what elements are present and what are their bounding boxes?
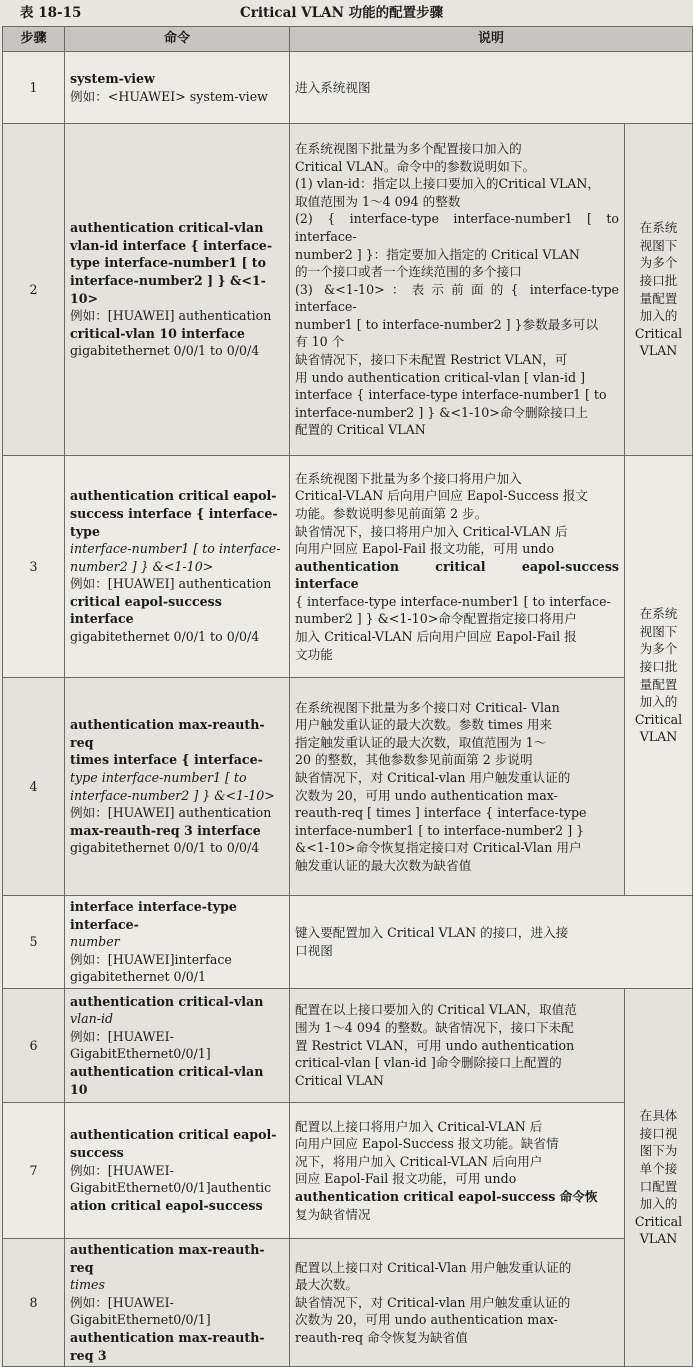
- step-number: 1: [3, 52, 65, 124]
- description-line: (3) &<1-10>：表示前面的{ interface-type interface-: [295, 281, 619, 315]
- command-line: authentication critical eapol-: [70, 488, 277, 504]
- note-line: 在系统: [639, 220, 678, 236]
- description-line: 向用户回应 Eapol-Fail 报文功能，可用 undo: [295, 541, 555, 557]
- command-cell: [65, 52, 290, 124]
- note-line: 视图下: [639, 623, 678, 639]
- description-line: authentication critical eapol-success interface: [295, 558, 619, 592]
- example-line: gigabitethernet 0/0/1 to 0/0/4: [70, 343, 260, 359]
- command-cell: [65, 988, 290, 1102]
- command-line: times: [70, 1277, 105, 1293]
- note-line: 单个接: [639, 1160, 678, 1176]
- command-line: system-view: [70, 70, 155, 86]
- note-line: VLAN: [639, 1231, 678, 1247]
- description-cell: [290, 1102, 625, 1238]
- command-line: success: [70, 1145, 124, 1161]
- command-line: success interface { interface-type: [70, 505, 278, 539]
- description-line: 的一个接口或者一个连续范围的多个接口: [295, 264, 522, 280]
- command-cell: [65, 1102, 290, 1238]
- note-line: VLAN: [639, 343, 678, 359]
- table-row: [3, 1238, 693, 1366]
- note-line: 量配置: [639, 676, 678, 692]
- header-step: 步骤: [3, 27, 65, 52]
- description-line: 用户触发重认证的最大次数。参数 times 用来: [295, 717, 553, 733]
- table-row: [3, 456, 693, 678]
- command-line: interface-number2 ] } &<1-10>: [70, 787, 275, 803]
- example-line: GigabitEthernet0/0/1]: [70, 1046, 211, 1062]
- example-line: gigabitethernet 0/0/1: [70, 969, 207, 985]
- description-line: 加入 Critical-VLAN 后向用户回应 Eapol-Fail 报: [295, 629, 577, 645]
- command-line: authentication critical-vlan: [70, 993, 264, 1009]
- command-line: authentication critical-vlan: [70, 220, 264, 236]
- description-line: (2) { interface-type interface-number1 [ to interface-: [295, 211, 619, 244]
- description-line: 口视图: [295, 942, 333, 958]
- description-line: interface-number1 [ to interface-number2 ] }: [295, 822, 585, 838]
- description-cell: [290, 124, 625, 456]
- description-cell: [290, 988, 625, 1102]
- description-line: { interface-type interface-number1 [ to interface-: [295, 593, 611, 609]
- description-line: number2 ] } &<1-10>命令配置指定接口将用户: [295, 611, 577, 627]
- example-line: max-reauth-req 3 interface: [70, 822, 261, 838]
- description-cell: [290, 456, 625, 678]
- command-cell: [65, 1238, 290, 1366]
- example-line: GigabitEthernet0/0/1]authentic: [70, 1180, 272, 1196]
- description-line: 在系统视图下批量为多个接口将用户加入: [295, 470, 522, 486]
- description-line: 用 undo authentication critical-vlan [ vlan-id ]: [295, 369, 585, 385]
- description-line: 功能。参数说明参见前面第 2 步。: [295, 505, 488, 521]
- description-line: Critical-VLAN 后向用户回应 Eapol-Success 报文: [295, 488, 588, 504]
- description-line: &<1-10>命令恢复指定接口对 Critical-Vlan 用户: [295, 840, 582, 856]
- description-line: 取值范围为 1～4 094 的整数: [295, 193, 461, 209]
- description-line: number2 ] }：指定要加入指定的 Critical VLAN: [295, 246, 580, 262]
- description-line: 向用户回应 Eapol-Success 报文功能。缺省情: [295, 1136, 559, 1152]
- command-line: interface-number2 ] } &<1-10>: [70, 272, 266, 306]
- example-line: critical-vlan 10 interface: [70, 325, 245, 341]
- table-caption: [0, 0, 693, 26]
- command-line: authentication max-reauth-req: [70, 717, 265, 750]
- description-line: 指定触发重认证的最大次数，取值范围为 1～: [295, 734, 547, 750]
- example-line: 例如：[HUAWEI-: [70, 1028, 174, 1044]
- description-line: 围为 1～4 094 的整数。缺省情况下，接口下未配: [295, 1020, 574, 1036]
- scope-note: [625, 124, 693, 456]
- header-command: 命令: [65, 27, 290, 52]
- description-line: 配置的 Critical VLAN: [295, 422, 426, 438]
- note-line: 为多个: [639, 641, 678, 657]
- description-line: 置 Restrict VLAN，可用 undo authentication: [295, 1037, 575, 1053]
- command-line: type interface-number1 [ to: [70, 769, 247, 785]
- note-line: 量配置: [639, 290, 678, 306]
- step-number: 4: [3, 678, 65, 896]
- command-line: authentication max-reauth-req: [70, 1241, 265, 1275]
- description-line: 键入要配置加入 Critical VLAN 的接口，进入接: [295, 925, 569, 941]
- note-line: 在系统: [639, 606, 678, 622]
- example-line: ation critical eapol-success: [70, 1197, 263, 1213]
- description-line: 况下，将用户加入 Critical-VLAN 后向用户: [295, 1153, 543, 1169]
- description-line: 配置在以上接口要加入的 Critical VLAN，取值范: [295, 1002, 577, 1018]
- description-line: 回应 Eapol-Fail 报文功能，可用 undo: [295, 1171, 517, 1187]
- note-line: VLAN: [639, 729, 678, 745]
- command-line: type interface-number1 [ to: [70, 255, 267, 271]
- description-line: Critical VLAN: [295, 1072, 384, 1088]
- note-line: 口配置: [639, 1178, 678, 1194]
- description-line: 进入系统视图: [295, 79, 371, 95]
- table-number: 表 18-15: [20, 5, 82, 21]
- note-line: 为多个: [639, 255, 678, 271]
- command-line: interface-number1 [ to interface-: [70, 541, 281, 557]
- step-number: 7: [3, 1102, 65, 1238]
- scope-note: [625, 988, 693, 1366]
- command-cell: [65, 124, 290, 456]
- table-row: [3, 988, 693, 1102]
- note-line: 图下为: [639, 1143, 678, 1159]
- note-line: 接口批: [639, 272, 678, 288]
- example-line: gigabitethernet 0/0/1 to 0/0/4: [70, 629, 260, 645]
- description-cell: [290, 52, 693, 124]
- note-line: Critical: [634, 325, 683, 341]
- command-line: vlan-id: [70, 1011, 114, 1027]
- description-line: (1) vlan-id：指定以上接口要加入的Critical VLAN，: [295, 176, 601, 192]
- description-line: critical-vlan [ vlan-id ]命令删除接口上配置的: [295, 1055, 562, 1071]
- example-line: GigabitEthernet0/0/1]: [70, 1312, 211, 1328]
- command-line: vlan-id interface { interface-: [70, 237, 273, 253]
- command-line: times interface { interface-: [70, 752, 263, 768]
- description-line: 在系统视图下批量为多个接口对 Critical- Vlan: [295, 699, 560, 715]
- description-line: 缺省情况下，接口下未配置 Restrict VLAN，可: [295, 352, 568, 368]
- command-cell: [65, 896, 290, 989]
- description-line: interface-number2 ] } &<1-10>命令删除接口上: [295, 404, 589, 420]
- table-row: [3, 124, 693, 456]
- description-line: reauth-req 命令恢复为缺省值: [295, 1329, 468, 1345]
- command-line: interface interface-type interface-: [70, 899, 237, 932]
- step-number: 2: [3, 124, 65, 456]
- description-line: authentication critical eapol-success 命令恢: [295, 1189, 598, 1205]
- description-line: number1 [ to interface-number2 ] }参数最多可以: [295, 316, 599, 332]
- header-row: [3, 27, 693, 52]
- description-line: interface { interface-type interface-number1 [ to: [295, 387, 607, 403]
- table-row: [3, 52, 693, 124]
- example-line: 例如：[HUAWEI-: [70, 1162, 174, 1178]
- step-number: 5: [3, 896, 65, 989]
- note-line: 加入的: [639, 1196, 678, 1212]
- example-line: authentication max-reauth-req 3: [70, 1329, 265, 1363]
- note-line: 在具体: [639, 1108, 678, 1124]
- description-line: 配置以上接口将用户加入 Critical-VLAN 后: [295, 1118, 543, 1134]
- description-line: 触发重认证的最大次数为缺省值: [295, 857, 472, 873]
- command-line: number: [70, 934, 120, 950]
- description-line: 有 10 个: [295, 334, 345, 350]
- description-line: 文功能: [295, 646, 333, 662]
- command-cell: [65, 678, 290, 896]
- note-line: Critical: [634, 1213, 683, 1229]
- table-title: Critical VLAN 功能的配置步骤: [240, 5, 444, 21]
- description-line: 缺省情况下，对 Critical-vlan 用户触发重认证的: [295, 769, 571, 785]
- example-line: authentication critical-vlan 10: [70, 1064, 264, 1097]
- description-line: 缺省情况下，对 Critical-vlan 用户触发重认证的: [295, 1294, 571, 1310]
- description-line: 在系统视图下批量为多个配置接口加入的: [295, 140, 522, 156]
- table-row: [3, 896, 693, 989]
- scope-note: [625, 456, 693, 896]
- description-cell: [290, 678, 625, 896]
- example-line: 例如：[HUAWEI] authentication: [70, 308, 272, 324]
- example-line: critical eapol-success interface: [70, 593, 222, 627]
- table-row: [3, 678, 693, 896]
- example-line: 例如：[HUAWEI] authentication: [70, 805, 272, 821]
- note-line: 加入的: [639, 308, 678, 324]
- note-line: 接口批: [639, 658, 678, 674]
- command-line: number2 ] } &<1-10>: [70, 558, 214, 574]
- description-line: 20 的整数，其他参数参见前面第 2 步说明: [295, 752, 533, 768]
- step-number: 6: [3, 988, 65, 1102]
- table-row: [3, 1102, 693, 1238]
- example-line: 例如：[HUAWEI] authentication: [70, 576, 272, 592]
- step-number: 3: [3, 456, 65, 678]
- description-line: 次数为 20，可用 undo authentication max-: [295, 1312, 558, 1328]
- description-line: 次数为 20，可用 undo authentication max-: [295, 787, 558, 803]
- command-cell: [65, 456, 290, 678]
- description-line: 最大次数。: [295, 1277, 358, 1293]
- note-line: Critical: [634, 711, 683, 727]
- header-description: 说明: [290, 27, 693, 52]
- example-line: 例如：[HUAWEI-: [70, 1294, 174, 1310]
- example-line: 例如：[HUAWEI]interface: [70, 951, 232, 967]
- description-line: 复为缺省情况: [295, 1206, 371, 1222]
- description-line: 缺省情况下，接口将用户加入 Critical-VLAN 后: [295, 523, 568, 539]
- description-cell: [290, 1238, 625, 1366]
- config-steps-table: [2, 26, 693, 1367]
- note-line: 加入的: [639, 694, 678, 710]
- description-line: Critical VLAN。命令中的参数说明如下。: [295, 158, 536, 174]
- example-line: gigabitethernet 0/0/1 to 0/0/4: [70, 840, 260, 856]
- note-line: 接口视: [639, 1125, 678, 1141]
- step-number: 8: [3, 1238, 65, 1366]
- description-line: 配置以上接口对 Critical-Vlan 用户触发重认证的: [295, 1259, 572, 1275]
- description-cell: [290, 896, 693, 989]
- command-line: authentication critical eapol-: [70, 1127, 277, 1143]
- example-line: 例如：<HUAWEI> system-view: [70, 88, 268, 104]
- description-line: reauth-req [ times ] interface { interface-type: [295, 805, 587, 821]
- note-line: 视图下: [639, 237, 678, 253]
